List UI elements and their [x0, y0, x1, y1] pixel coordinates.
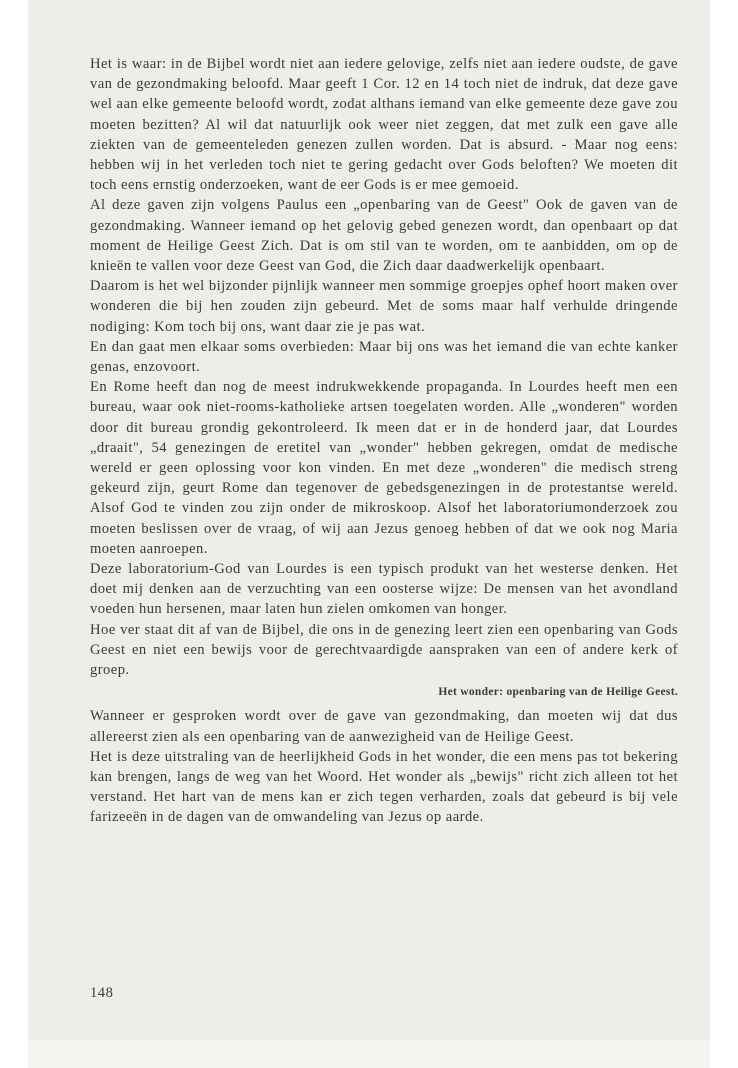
paragraph: En dan gaat men elkaar soms overbieden: Maar bij ons was het iemand die van echte kanker genas, enzovoort.: [90, 338, 678, 376]
section-heading: Het wonder: openbaring van de Heilige Geest.: [438, 686, 678, 699]
paragraph: Al deze gaven zijn volgens Paulus een „openbaring van de Geest" Ook de gaven van de gezondmaking. Wanneer iemand op het gelovig gebed genezen wordt, dan openbaart op dat moment de Heilige Geest Zich. Dat is om stil van te worden, om te aanbidden, om op de knieën te vallen voor deze Geest van God, die Zich daar daadwerkelijk openbaart.: [90, 197, 678, 275]
paragraph: Deze laboratorium-God van Lourdes is een typisch produkt van het westerse denken. Het doet mij denken aan de verzuchting van een oosterse wijze: De mensen van het avondland voeden hun hersenen, maar laten hun zielen omkomen van honger.: [90, 561, 678, 618]
page-number: 148: [90, 985, 114, 1001]
paragraph: Het is deze uitstraling van de heerlijkheid Gods in het wonder, die een mens pas tot bekering kan brengen, langs de weg van het Woord. Het wonder als „bewijs" richt zich alleen tot het verstand. Het hart van de mens kan er zich tegen verharden, zoals dat gebeurd is bij vele farizeeën in de dagen van de omwandeling van Jezus op aarde.: [90, 748, 678, 826]
paragraph: Wanneer er gesproken wordt over de gave van gezondmaking, dan moeten wij dat dus allereerst zien als een openbaring van de aanwezigheid van de Heilige Geest.: [90, 708, 678, 745]
paragraph: Het is waar: in de Bijbel wordt niet aan iedere gelovige, zelfs niet aan iedere oudste, de gave van de gezondmaking beloofd. Maar geeft 1 Cor. 12 en 14 toch niet de indruk, dat deze gave wel aan elke gemeente beloofd wordt, zodat althans iemand van elke gemeente deze gave zou moeten bezitten? Al wil dat natuurlijk ook weer niet zeggen, dat met zulk een gave alle ziekten van de gemeenteleden genezen zullen worden. Dat is absurd. - Maar nog eens: hebben wij in het verleden toch niet te gering gedacht over Gods beloften? We moeten dit toch eens ernstig onderzoeken, want de eer Gods is er mee gemoeid.: [90, 56, 678, 194]
page-margin: [28, 1040, 710, 1068]
body-text: [90, 54, 678, 828]
paragraph: Hoe ver staat dit af van de Bijbel, die ons in de genezing leert zien een openbaring van Gods Geest en niet een bewijs voor de gerechtvaardigde aanspraken van een of andere kerk of groep.: [90, 621, 678, 679]
paragraph: Daarom is het wel bijzonder pijnlijk wanneer men sommige groepjes ophef hoort maken over wonderen die bij hen zouden zijn gebeurd. Met de soms maar half verhulde dringende nodiging: Kom toch bij ons, want daar zie je pas wat.: [90, 278, 678, 335]
paragraph: En Rome heeft dan nog de meest indrukwekkende propaganda. In Lourdes heeft men een bureau, waar ook niet-rooms-katholieke artsen toegelaten worden. Alle „wonderen" worden door dit bureau grondig gekontroleerd. Ik meen dat er in de honderd jaar, dat Lourdes „draait", 54 genezingen de eretitel van „wonder" hebben gekregen, omdat de medische wereld er geen oplossing voor kon vinden. En met deze „wonderen" die medisch streng gekeurd zijn, geurt Rome dan tegenover de gebedsgenezingen in de protestantse wereld. Alsof God te vinden zou zijn onder de mikroskoop. Alsof het laboratoriumonderzoek zou moeten beslissen over de vraag, of wij aan Jezus genoeg hebben of dat we ook nog Maria moeten aanroepen.: [90, 379, 678, 557]
